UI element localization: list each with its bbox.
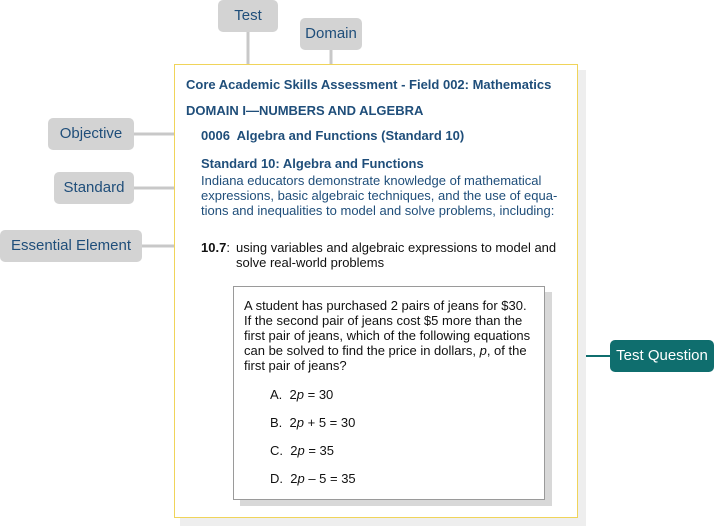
stem-line-5: first pair of jeans? [244,358,347,373]
standard-title: Standard 10: Algebra and Functions [201,156,424,171]
callout-standard: Standard [54,172,134,204]
option-letter: B. [270,415,283,430]
option-letter: D. [270,471,283,486]
option-b [270,415,355,430]
stem-line-4a: can be solved to find the price in dollars, [244,343,480,358]
document-title: Core Academic Skills Assessment - Field 002: Mathematics [186,77,552,92]
stem-line-2: If the second pair of jeans cost $5 more than the [244,313,523,328]
stem-variable: p [479,343,487,358]
option-a [270,387,333,402]
standard-text: Indiana educators demonstrate knowledge of mathematical expressions, basic algebraic techniques, and the use of equa- tions and inequalities to model and solve problems, including: [201,173,558,218]
option-post: = 35 [304,443,334,458]
option-letter: C. [270,443,283,458]
option-var: p [296,415,304,430]
callout-objective: Objective [48,118,134,150]
option-post: = 30 [304,387,334,402]
option-pre: 2 [289,387,297,402]
domain-heading: DOMAIN I—NUMBERS AND ALGEBRA [186,103,424,118]
option-pre: 2 [290,443,298,458]
essential-element [201,240,230,255]
callout-test: Test [218,0,278,32]
stem-line-4 [244,343,540,358]
element-line-2: solve real-world problems [236,255,385,270]
option-post: + 5 = 30 [304,415,356,430]
callout-essential-element: Essential Element [0,230,142,262]
objective-heading: 0006 Algebra and Functions (Standard 10) [201,128,465,143]
element-line-1: using variables and algebraic expressions to model and [236,240,557,255]
option-pre: 2 [290,471,298,486]
stem-line-1: A student has purchased 2 pairs of jeans for $30. [244,298,527,313]
stem-line-3: first pair of jeans, which of the following equations [244,328,531,343]
option-var: p [296,387,304,402]
stem-line-4b: , of the [486,343,527,358]
element-number: 10.7 [201,240,227,255]
option-d [270,471,356,486]
element-colon: : [226,240,230,255]
option-c [270,443,334,458]
option-pre: 2 [289,415,297,430]
option-var: p [297,471,305,486]
question-stem [244,298,540,373]
callout-domain: Domain [300,18,362,50]
option-letter: A. [270,387,283,402]
callout-test-question: Test Question [610,340,714,372]
option-post: – 5 = 35 [304,471,356,486]
option-var: p [297,443,305,458]
